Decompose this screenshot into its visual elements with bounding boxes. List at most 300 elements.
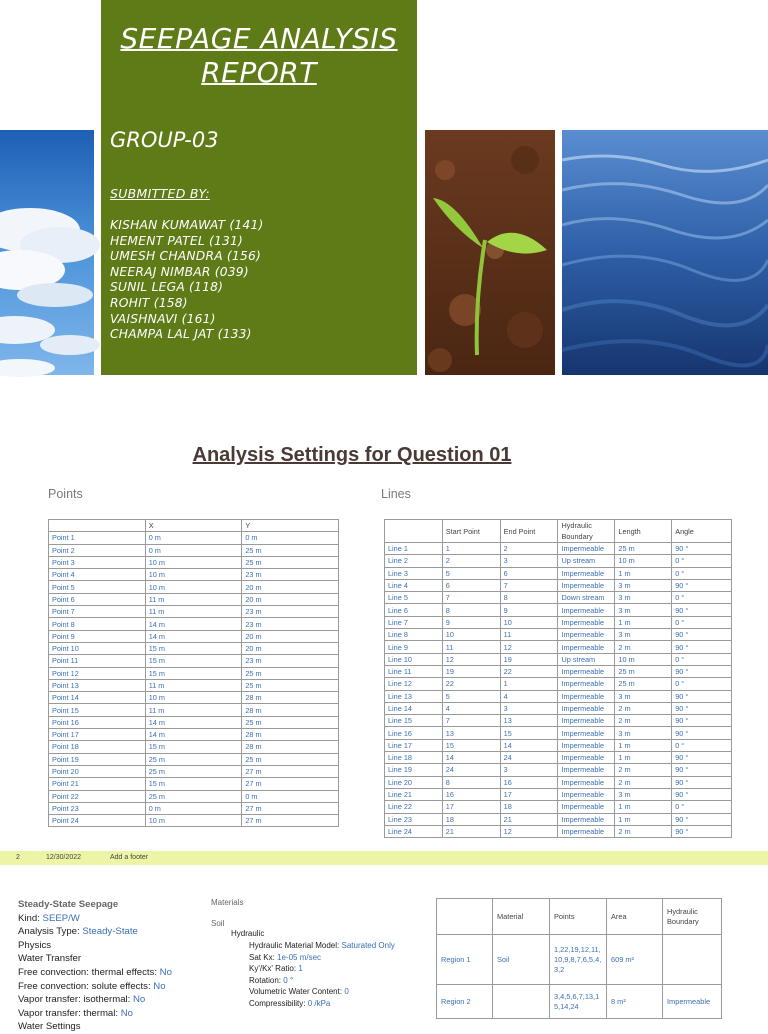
- table-cell: 12: [500, 825, 558, 837]
- property-value: 1: [298, 964, 303, 973]
- table-cell: 10 m: [145, 692, 242, 704]
- row-label-cell: Line 1: [385, 543, 443, 555]
- table-row: [49, 802, 339, 814]
- table-cell: 90 °: [672, 776, 732, 788]
- row-label-cell: Point 23: [49, 802, 146, 814]
- table-row: [385, 653, 732, 665]
- setting-label: Free convection: thermal effects:: [18, 966, 157, 978]
- table-cell: 3: [500, 764, 558, 776]
- title-line-1: SEEPAGE ANALYSIS: [120, 22, 398, 55]
- table-cell: Impermeable: [663, 985, 722, 1019]
- table-cell: 2 m: [615, 641, 672, 653]
- table-cell: 22: [442, 678, 500, 690]
- table-row: [385, 702, 732, 714]
- table-cell: 0 m: [242, 790, 339, 802]
- header-cell: Material: [493, 899, 550, 935]
- table-cell: 7: [442, 592, 500, 604]
- table-cell: 14 m: [145, 729, 242, 741]
- table-row: [385, 764, 732, 776]
- row-label-cell: Point 21: [49, 778, 146, 790]
- table-cell: Impermeable: [558, 567, 615, 579]
- table-cell: Impermeable: [558, 641, 615, 653]
- table-cell: 20 m: [242, 581, 339, 593]
- table-cell: 2: [500, 543, 558, 555]
- table-cell: 3 m: [615, 727, 672, 739]
- table-cell: 0 m: [145, 544, 242, 556]
- table-cell: 21: [500, 813, 558, 825]
- property-row: [249, 986, 395, 998]
- setting-value: No: [159, 966, 172, 978]
- submitted-by-label: SUBMITTED BY:: [110, 186, 210, 201]
- table-cell: 2 m: [615, 825, 672, 837]
- row-label-cell: Line 4: [385, 579, 443, 591]
- setting-value: No: [153, 980, 166, 992]
- table-cell: 90 °: [672, 543, 732, 555]
- table-cell: 5: [442, 690, 500, 702]
- table-cell: 3 m: [615, 604, 672, 616]
- table-cell: 2 m: [615, 715, 672, 727]
- table-cell: 90 °: [672, 813, 732, 825]
- row-label-cell: Point 12: [49, 667, 146, 679]
- table-cell: 90 °: [672, 579, 732, 591]
- table-row: [49, 729, 339, 741]
- table-cell: 11 m: [145, 679, 242, 691]
- table-row: [49, 532, 339, 544]
- analysis-type-row: [18, 925, 172, 939]
- table-row: [49, 679, 339, 691]
- table-cell: 90 °: [672, 764, 732, 776]
- table-cell: 25 m: [615, 543, 672, 555]
- table-cell: 7: [442, 715, 500, 727]
- table-cell: 90 °: [672, 629, 732, 641]
- table-row: [385, 592, 732, 604]
- table-cell: 3 m: [615, 579, 672, 591]
- water-transfer-label: Water Transfer: [18, 953, 82, 965]
- table-cell: 6: [442, 579, 500, 591]
- row-label-cell: Line 18: [385, 752, 443, 764]
- analysis-settings: [18, 898, 172, 1034]
- table-row: [49, 667, 339, 679]
- kind-label: Kind:: [18, 912, 40, 924]
- table-row: [49, 642, 339, 654]
- table-cell: Impermeable: [558, 727, 615, 739]
- table-cell: 90 °: [672, 690, 732, 702]
- table-header-row: [49, 520, 339, 532]
- table-row: [385, 788, 732, 800]
- table-row: [385, 665, 732, 677]
- table-row: [49, 556, 339, 568]
- table-cell: 0 m: [145, 532, 242, 544]
- table-cell: 28 m: [242, 692, 339, 704]
- table-cell: 0 °: [672, 739, 732, 751]
- table-cell: 27 m: [242, 815, 339, 827]
- table-cell: 8: [500, 592, 558, 604]
- footer-date: 12/30/2022: [46, 854, 82, 861]
- property-label: Sat Kx:: [249, 952, 275, 962]
- table-cell: 25 m: [145, 790, 242, 802]
- property-row: [249, 963, 395, 975]
- property-row: [249, 998, 395, 1010]
- table-cell: 90 °: [672, 727, 732, 739]
- table-row: [49, 544, 339, 556]
- free-conv-thermal-row: [18, 966, 172, 980]
- table-row: [49, 630, 339, 642]
- table-row: [385, 752, 732, 764]
- table-row: [385, 739, 732, 751]
- regions-table: [436, 898, 722, 1019]
- table-cell: 11 m: [145, 606, 242, 618]
- table-cell: 27 m: [242, 765, 339, 777]
- row-label-cell: Point 18: [49, 741, 146, 753]
- table-cell: 8: [442, 776, 500, 788]
- table-cell: 0 °: [672, 567, 732, 579]
- table-cell: 25 m: [242, 716, 339, 728]
- table-cell: 14: [442, 752, 500, 764]
- table-cell: 10 m: [615, 555, 672, 567]
- header-cell: Angle: [672, 520, 732, 543]
- row-label-cell: Line 13: [385, 690, 443, 702]
- table-cell: Impermeable: [558, 543, 615, 555]
- table-row: [49, 581, 339, 593]
- table-row: [385, 715, 732, 727]
- table-cell: 25 m: [242, 667, 339, 679]
- table-cell: 9: [442, 616, 500, 628]
- footer-text[interactable]: Add a footer: [110, 854, 149, 861]
- table-cell: 10 m: [145, 815, 242, 827]
- hydraulic-properties: [249, 940, 395, 1009]
- table-cell: 25 m: [242, 679, 339, 691]
- table-cell: 12: [442, 653, 500, 665]
- table-cell: 10 m: [145, 581, 242, 593]
- header-cell: Points: [550, 899, 607, 935]
- table-cell: Impermeable: [558, 776, 615, 788]
- table-cell: Impermeable: [558, 690, 615, 702]
- row-label-cell: Point 13: [49, 679, 146, 691]
- table-row: [385, 616, 732, 628]
- property-value: 0 /kPa: [307, 998, 331, 1008]
- row-label-cell: Line 11: [385, 665, 443, 677]
- table-cell: 2 m: [615, 764, 672, 776]
- table-cell: 10: [500, 616, 558, 628]
- sky-clouds-image: [0, 130, 94, 375]
- property-row: [249, 975, 395, 987]
- row-label-cell: Line 22: [385, 801, 443, 813]
- table-cell: 14 m: [145, 630, 242, 642]
- row-label-cell: Line 16: [385, 727, 443, 739]
- row-label-cell: Line 6: [385, 604, 443, 616]
- table-cell: 19: [500, 653, 558, 665]
- row-label-cell: Line 20: [385, 776, 443, 788]
- table-cell: 13: [500, 715, 558, 727]
- property-label: Compressibility:: [249, 998, 306, 1008]
- footer-bar: [0, 851, 768, 865]
- table-cell: 15 m: [145, 778, 242, 790]
- table-cell: 24: [500, 752, 558, 764]
- header-cell: [385, 520, 443, 543]
- table-header-row: [437, 899, 722, 935]
- table-cell: 15 m: [145, 741, 242, 753]
- table-cell: 28 m: [242, 729, 339, 741]
- table-cell: 28 m: [242, 704, 339, 716]
- row-label-cell: Point 19: [49, 753, 146, 765]
- header-cell: Hydraulic Boundary: [663, 899, 722, 935]
- table-cell: 0 °: [672, 653, 732, 665]
- row-label-cell: Point 10: [49, 642, 146, 654]
- row-label-cell: Point 8: [49, 618, 146, 630]
- property-value: Saturated Only: [341, 941, 395, 950]
- table-cell: 14 m: [145, 716, 242, 728]
- water-waves-image: [562, 130, 768, 375]
- table-cell: 0 m: [145, 802, 242, 814]
- table-row: [385, 555, 732, 567]
- table-cell: 3: [500, 555, 558, 567]
- table-cell: 0 °: [672, 801, 732, 813]
- settings-title: Steady-State Seepage: [18, 899, 119, 910]
- table-header-row: [385, 520, 732, 543]
- table-cell: 25 m: [615, 665, 672, 677]
- table-row: [437, 935, 722, 985]
- table-cell: 8 m²: [607, 985, 663, 1019]
- analysis-type-label: Analysis Type:: [18, 926, 80, 938]
- table-cell: 90 °: [672, 715, 732, 727]
- table-cell: Impermeable: [558, 764, 615, 776]
- table-cell: Impermeable: [558, 739, 615, 751]
- row-label-cell: Point 2: [49, 544, 146, 556]
- row-label-cell: Line 24: [385, 825, 443, 837]
- table-cell: 28 m: [242, 741, 339, 753]
- table-cell: 21: [442, 825, 500, 837]
- table-cell: Impermeable: [558, 616, 615, 628]
- member: NEERAJ NIMBAR (039): [110, 264, 249, 279]
- water-settings-label: Water Settings: [18, 1021, 81, 1033]
- table-cell: 14 m: [145, 618, 242, 630]
- table-cell: Region 2: [437, 985, 493, 1019]
- table-cell: 25 m: [145, 753, 242, 765]
- table-cell: 0 °: [672, 678, 732, 690]
- table-cell: [663, 935, 722, 985]
- table-cell: 17: [442, 801, 500, 813]
- table-row: [49, 593, 339, 605]
- table-cell: 1 m: [615, 567, 672, 579]
- table-cell: Impermeable: [558, 678, 615, 690]
- table-cell: 90 °: [672, 665, 732, 677]
- table-cell: 15 m: [145, 655, 242, 667]
- header-cell: [49, 520, 146, 532]
- table-row: [437, 985, 722, 1019]
- table-cell: 3: [500, 702, 558, 714]
- group-name: GROUP-03: [110, 128, 219, 152]
- member: UMESH CHANDRA (156): [110, 249, 261, 264]
- table-cell: 20 m: [242, 630, 339, 642]
- kind-value: SEEP/W: [42, 912, 80, 924]
- row-label-cell: Line 21: [385, 788, 443, 800]
- table-cell: 1 m: [615, 813, 672, 825]
- table-cell: Impermeable: [558, 604, 615, 616]
- row-label-cell: Line 15: [385, 715, 443, 727]
- table-cell: Up stream: [558, 555, 615, 567]
- member: KISHAN KUMAWAT (141): [110, 218, 264, 232]
- property-label: Ky'/Kx' Ratio:: [249, 964, 297, 973]
- row-label-cell: Point 5: [49, 581, 146, 593]
- setting-label: Vapor transfer: isothermal:: [18, 994, 131, 1006]
- table-cell: 1: [442, 543, 500, 555]
- points-table: [48, 519, 339, 827]
- property-value: 0 °: [283, 975, 294, 985]
- row-label-cell: Line 19: [385, 764, 443, 776]
- setting-label: Free convection: solute effects:: [18, 980, 151, 992]
- header-cell: Y: [242, 520, 339, 532]
- table-cell: 90 °: [672, 604, 732, 616]
- table-cell: 4: [442, 702, 500, 714]
- table-row: [49, 753, 339, 765]
- points-label: Points: [48, 487, 83, 501]
- table-cell: 17: [500, 788, 558, 800]
- table-cell: Impermeable: [558, 752, 615, 764]
- setting-value: No: [120, 1007, 134, 1019]
- table-cell: 3 m: [615, 592, 672, 604]
- member-list: [110, 218, 263, 343]
- header-cell: X: [145, 520, 242, 532]
- page-number: 2: [16, 854, 20, 861]
- table-cell: 18: [442, 813, 500, 825]
- table-cell: 0 °: [672, 555, 732, 567]
- table-cell: 15 m: [145, 667, 242, 679]
- row-label-cell: Line 2: [385, 555, 443, 567]
- table-cell: 6: [500, 567, 558, 579]
- table-row: [385, 678, 732, 690]
- row-label-cell: Point 15: [49, 704, 146, 716]
- property-label: Hydraulic Material Model:: [249, 941, 340, 950]
- row-label-cell: Line 8: [385, 629, 443, 641]
- table-row: [385, 813, 732, 825]
- table-row: [385, 825, 732, 837]
- row-label-cell: Point 11: [49, 655, 146, 667]
- row-label-cell: Point 4: [49, 569, 146, 581]
- table-cell: 25 m: [242, 556, 339, 568]
- table-row: [49, 692, 339, 704]
- table-cell: 15 m: [145, 642, 242, 654]
- points-table-body: [49, 532, 339, 827]
- member: VAISHNAVI (161): [110, 311, 216, 326]
- table-cell: 15: [442, 739, 500, 751]
- table-cell: 12: [500, 641, 558, 653]
- table-row: [385, 641, 732, 653]
- table-cell: 27 m: [242, 802, 339, 814]
- row-label-cell: Point 16: [49, 716, 146, 728]
- table-cell: 25 m: [615, 678, 672, 690]
- table-cell: 3 m: [615, 788, 672, 800]
- row-label-cell: Point 3: [49, 556, 146, 568]
- table-cell: 1,22,19,12,11,10,9,8,7,6,5,4,3,2: [550, 935, 607, 985]
- physics-label: Physics: [18, 939, 52, 951]
- table-cell: 25 m: [242, 753, 339, 765]
- free-conv-solute-row: [18, 980, 172, 994]
- analysis-type-value: Steady-State: [82, 926, 138, 938]
- table-cell: 0 m: [242, 532, 339, 544]
- member: SUNIL LEGA (118): [110, 280, 224, 295]
- table-cell: Impermeable: [558, 825, 615, 837]
- table-cell: 8: [442, 604, 500, 616]
- table-cell: 1 m: [615, 616, 672, 628]
- table-cell: 19: [442, 665, 500, 677]
- analysis-heading: Analysis Settings for Question 01: [192, 444, 512, 466]
- table-cell: 10 m: [615, 653, 672, 665]
- row-label-cell: Line 10: [385, 653, 443, 665]
- header-cell: End Point: [500, 520, 558, 543]
- table-cell: Down stream: [558, 592, 615, 604]
- table-row: [49, 704, 339, 716]
- table-row: [49, 741, 339, 753]
- table-cell: 2 m: [615, 776, 672, 788]
- table-row: [385, 776, 732, 788]
- table-row: [385, 727, 732, 739]
- table-cell: 90 °: [672, 702, 732, 714]
- table-cell: 90 °: [672, 825, 732, 837]
- table-cell: 14: [500, 739, 558, 751]
- member: CHAMPA LAL JAT (133): [110, 327, 252, 342]
- table-cell: Impermeable: [558, 801, 615, 813]
- cover-panel: [101, 0, 417, 375]
- table-row: [49, 716, 339, 728]
- table-cell: 16: [500, 776, 558, 788]
- table-cell: 609 m²: [607, 935, 663, 985]
- table-cell: 23 m: [242, 655, 339, 667]
- table-cell: 11 m: [145, 593, 242, 605]
- table-cell: 3,4,5,6,7,13,15,14,24: [550, 985, 607, 1019]
- lines-label: Lines: [381, 487, 411, 501]
- row-label-cell: Line 7: [385, 616, 443, 628]
- table-row: [49, 655, 339, 667]
- row-label-cell: Line 23: [385, 813, 443, 825]
- row-label-cell: Point 7: [49, 606, 146, 618]
- table-cell: Impermeable: [558, 665, 615, 677]
- table-row: [385, 579, 732, 591]
- row-label-cell: Point 6: [49, 593, 146, 605]
- table-cell: 2: [442, 555, 500, 567]
- member: HEMENT PATEL (131): [110, 233, 244, 248]
- table-cell: 23 m: [242, 569, 339, 581]
- table-cell: [493, 985, 550, 1019]
- kind-row: [18, 912, 172, 926]
- table-cell: 23 m: [242, 606, 339, 618]
- table-cell: 10 m: [145, 556, 242, 568]
- header-cell: Length: [615, 520, 672, 543]
- row-label-cell: Point 24: [49, 815, 146, 827]
- table-cell: Up stream: [558, 653, 615, 665]
- table-cell: Impermeable: [558, 629, 615, 641]
- table-row: [385, 543, 732, 555]
- table-cell: 13: [442, 727, 500, 739]
- row-label-cell: Point 17: [49, 729, 146, 741]
- table-row: [385, 604, 732, 616]
- table-cell: 24: [442, 764, 500, 776]
- table-cell: 16: [442, 788, 500, 800]
- table-cell: 1 m: [615, 801, 672, 813]
- property-label: Volumetric Water Content:: [249, 987, 343, 996]
- table-cell: 90 °: [672, 641, 732, 653]
- row-label-cell: Line 17: [385, 739, 443, 751]
- header-cell: [437, 899, 493, 935]
- table-cell: 3 m: [615, 629, 672, 641]
- table-cell: 11: [442, 641, 500, 653]
- hydraulic-label: Hydraulic: [231, 929, 265, 938]
- header-cell: Area: [607, 899, 663, 935]
- table-row: [49, 569, 339, 581]
- title-line-2: REPORT: [201, 56, 317, 89]
- table-cell: Region 1: [437, 935, 493, 985]
- property-row: [249, 952, 395, 964]
- table-row: [385, 567, 732, 579]
